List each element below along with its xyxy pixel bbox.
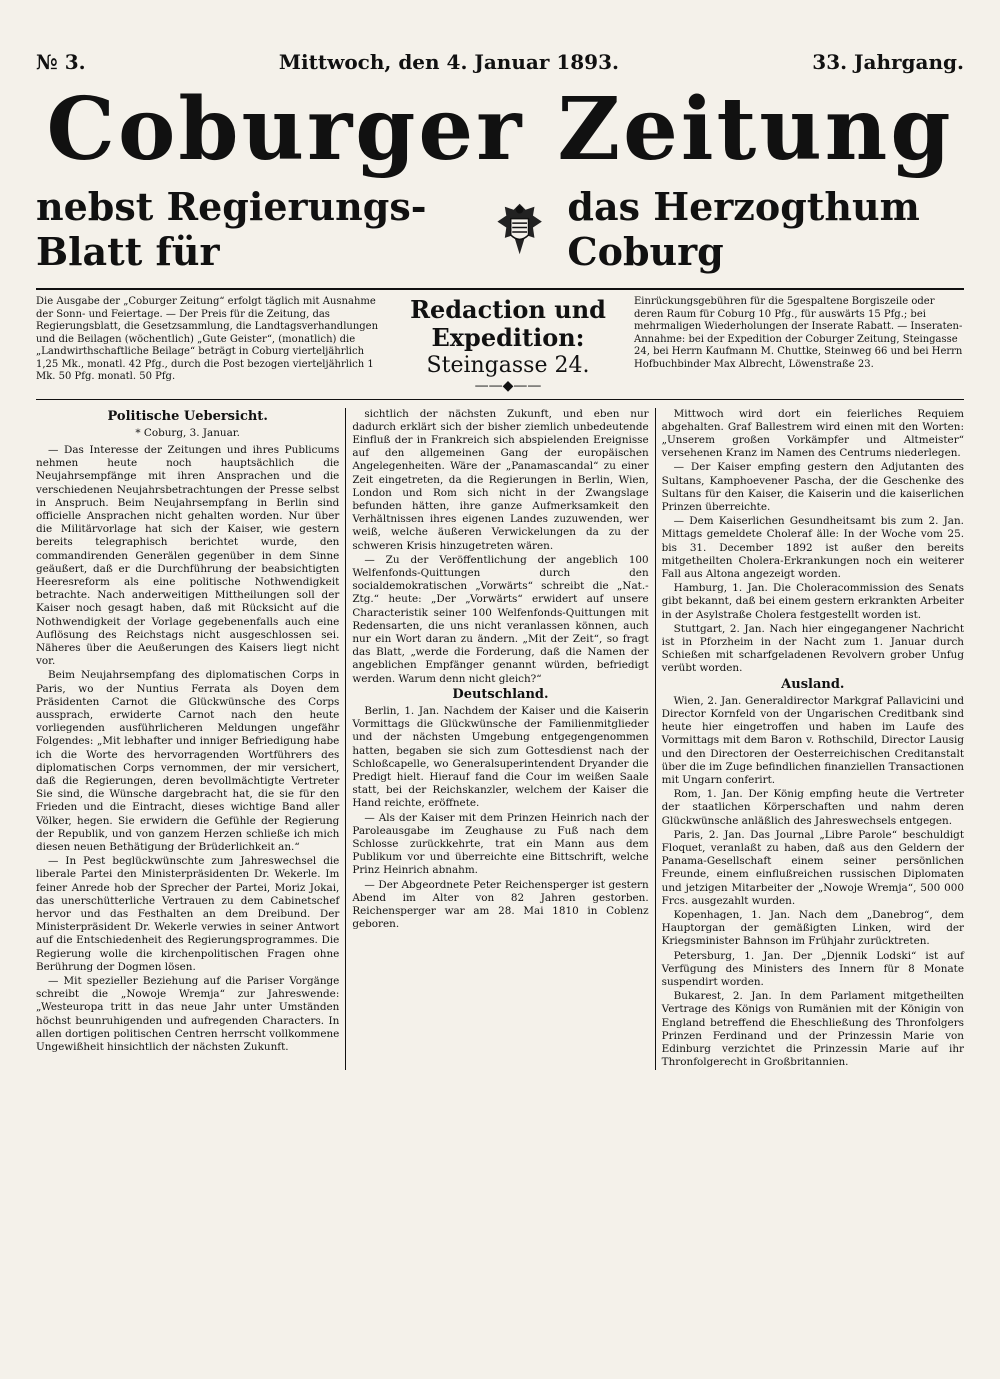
ornament-divider: ——◆——: [474, 378, 542, 394]
paragraph: Paris, 2. Jan. Das Journal „Libre Parole“ beschuldigt Floquet, veranlaßt zu haben, daß aus den Geldern der Panama-Gesellschaft einem seiner persönlichen Freunde, einem einflußreichen russischen Diplomaten und jetzigen Mitarbeiter der „Nowoje Wremja“, 500 000 Frcs. ausgezahlt wurden.: [661, 828, 964, 907]
column-3: [655, 408, 964, 1071]
section-heading: Ausland.: [781, 676, 845, 692]
subtitle-right: das Herzogthum Coburg: [567, 184, 920, 274]
issue-number: № 3.: [36, 50, 86, 74]
paragraph: Wien, 2. Jan. Generaldirector Markgraf Pallavicini und Director Kornfeld von der Ungarischen Creditbank sind heute hier eingetroffen und haben im Laufe des Vormittags mit dem Baron v. Rothschild, Director Lausig und den Directoren der Oesterreichischen Creditanstalt über die im Zuge befindlichen finanziellen Transactionen mit Ungarn conferirt.: [661, 694, 964, 786]
paragraph: — Als der Kaiser mit dem Prinzen Heinrich nach der Paroleausgabe im Zeughause zu Fuß nach dem Schlosse zurückkehrte, trat ein Mann aus dem Publikum vor und überreichte eine Bittschrift, welche Prinz Heinrich abnahm.: [352, 811, 649, 877]
paragraph: Rom, 1. Jan. Der König empfing heute die Vertreter der staatlichen Körperschaften und nahm deren Glückwünsche anläßlich des Jahreswechsels entgegen.: [661, 788, 964, 827]
paragraph: Beim Neujahrsempfang des diplomatischen Corps in Paris, wo der Nuntius Ferrata als Doyen dem Präsidenten Carnot die Glückwünsche des Corps aussprach, erwiderte Carnot nach den heute vorliegenden ausführlicheren Meldungen ungefähr Folgendes: „Mit lebhafter und inniger Befriedigung habe ich die Worte des hervorragenden Wortführers des diplomatischen Corps vernommen, der mir versichert, daß die Regierungen, deren bevollmächtigte Vertreter Sie sind, die Wünsche dargebracht hat, die sie für den Frieden und die Eintracht, dieses wichtige Band aller Völker, hegen. Sie erwidern die Gefühle der Regierung der Republik, und von ganzem Herzen schließe ich mich diesen neuen Bethätigung der Brüderlichkeit an.“: [36, 669, 340, 853]
column-1: [36, 408, 345, 1071]
issue-date: Mittwoch, den 4. Januar 1893.: [278, 50, 619, 74]
paragraph: Mittwoch wird dort ein feierliches Requiem abgehalten. Graf Ballestrem wird einen mit den Worten: „Unserem großen Vorkämpfer und Altmeister“ versehenen Kranz im Namen des Centrums niederlegen.: [661, 407, 964, 460]
coat-of-arms-icon: [490, 190, 549, 268]
paragraph: Kopenhagen, 1. Jan. Nach dem „Danebrog“, dem Hauptorgan der gemäßigten Linken, wird der Kriegsminister Bahnson im Frühjahr zurücktreten.: [661, 909, 964, 948]
editorial-office: [394, 296, 622, 393]
header-line: [36, 50, 964, 74]
column-2: [345, 408, 654, 1071]
header-rule: [36, 288, 964, 290]
paragraph: — Der Abgeordnete Peter Reichensperger ist gestern Abend im Alter von 82 Jahren gestorben. Reichensperger war am 28. Mai 1810 in Coblenz geboren.: [352, 878, 649, 931]
paragraph: Hamburg, 1. Jan. Die Choleracommission des Senats gibt bekannt, daß bei einem gestern erkrankten Arbeiter in der Asylstraße Cholera festgestellt worden ist.: [661, 582, 964, 621]
paragraph: Stuttgart, 2. Jan. Nach hier eingegangener Nachricht ist in Pforzheim in der Nacht zum 1. Januar durch Schießen mit scharfgeladenen Revolvern grober Unfug verübt worden.: [661, 622, 964, 675]
band-rule: [36, 399, 964, 400]
article-columns: [36, 408, 964, 1071]
paragraph: — Der Kaiser empfing gestern den Adjutanten des Sultans, Kamphoevener Pascha, der die Geschenke des Sultans für den Kaiser, die Kaiserin und die kaiserlichen Prinzen überreichte.: [661, 461, 964, 513]
dateline: * Coburg, 3. Januar.: [135, 426, 240, 439]
paragraph: Petersburg, 1. Jan. Der „Djennik Lodski“ ist auf Verfügung des Ministers des Innern für 8 Monate suspendirt worden.: [661, 949, 964, 989]
info-band: [36, 296, 964, 393]
masthead-subtitle: [36, 184, 964, 274]
advertising-info: Einrückungsgebühren für die 5gespaltene Borgiszeile oder deren Raum für Coburg 10 Pfg., für auswärts 15 Pfg.; bei mehrmaligen Wiederholungen der Inserate Rabatt. — Inseraten-Annahme: bei der Expedition der Coburger Zeitung, Steingasse 24, bei Herrn Kaufmann M. Chuttke, Steinweg 66 und bei Herrn Hofbuchbinder Max Albrecht, Löwenstraße 23.: [634, 296, 963, 370]
paragraph: — Das Interesse der Zeitungen und ihres Publicums nehmen heute noch hauptsächlich die Neujahrsempfänge mit ihren Ansprachen und die verschiedenen Neujahrsbetrachtungen der Presse selbst in Anspruch. Beim Neujahrsempfang in Berlin sind officielle Ansprachen nicht gehalten worden. Nur über die Militärvorlage hat sich der Kaiser, wie gestern bereits telegraphisch berichtet wurde, den commandirenden Generälen gegenüber in dem Sinne geäußert, daß er die Durchführung der beabsichtigten Heeresreform als eine politische Nothwendigkeit betrachte. Nach anderweitigen Mittheilungen soll der Kaiser noch gesagt haben, daß mit Rücksicht auf die Nothwendigkeit der Vorlage gegebenenfalls auch eine Auflösung des Reichstags nicht ausgeschlossen sei. Näheres über die Aeußerungen des Kaisers liegt nicht vor.: [36, 443, 340, 668]
volume-number: 33. Jahrgang.: [812, 50, 964, 74]
subtitle-left: nebst Regierungs-Blatt für: [36, 184, 427, 274]
paragraph: Berlin, 1. Jan. Nachdem der Kaiser und die Kaiserin Vormittags die Glückwünsche der Familienmitglieder und der nächsten Umgebung entgegengenommen hatten, begaben sie sich zum Gottesdienst nach der Schloßcapelle, wo Generalsuperintendent Dryander die Predigt hielt. Hierauf fand die Cour im weißen Saale statt, bei der Reichskanzler, welchem der Kaiser die Hand reichte, eröffnete.: [352, 704, 649, 810]
redaction-title: Redaction und Expedition:: [410, 295, 606, 352]
paragraph: Bukarest, 2. Jan. In dem Parlament mitgetheilten Vertrage des Königs von Rumänien mit der Königin von England betreffend die Eheschließung des Thronfolgers Prinzen Ferdinand und der Prinzessin Marie von Edinburg verzichtet die Prinzessin Marie auf ihr Thronfolgerecht in Großbritannien.: [661, 990, 964, 1069]
paragraph: — Zu der Veröffentlichung der angeblich 100 Welfenfonds-Quittungen durch den socialdemokratischen „Vorwärts“ schreibt die „Nat.-Ztg.“ heute: „Der „Vorwärts“ erwidert auf unsere Characteristik seiner 100 Welfenfonds-Quittungen mit Redensarten, die uns nicht veranlassen können, auch nur ein Wort daran zu ändern. „Mit der Zeit“, so fragt das Blatt, „werde die Forderung, daß die Namen der angeblichen Empfänger genannt würden, befriedigt werden. Warum denn nicht gleich?“: [352, 553, 649, 685]
section-heading: Deutschland.: [452, 686, 549, 702]
masthead-title: Coburger Zeitung: [46, 79, 954, 180]
section-heading: Politische Uebersicht.: [107, 408, 268, 424]
subscription-info: Die Ausgabe der „Coburger Zeitung“ erfolgt täglich mit Ausnahme der Sonn- und Feiertage. — Der Preis für die Zeitung, das Regierungsblatt, die Gesetzsammlung, die Landtagsverhandlungen und die Beilagen (wöchentlich) „Gute Geister“, (monatlich) die „Landwirthschaftliche Beilage“ beträgt in Coburg vierteljährlich 1,25 Mk., monatl. 42 Pfg., durch die Post bezogen vierteljährlich 1 Mk. 50 Pfg. monatl. 50 Pfg.: [36, 296, 379, 382]
paragraph: — Dem Kaiserlichen Gesundheitsamt bis zum 2. Jan. Mittags gemeldete Choleraf älle: In der Woche vom 25. bis 31. December 1892 ist außer den bereits mitgetheilten Cholera-Erkrankungen noch ein weiterer Fall aus Altona angezeigt worden.: [661, 515, 964, 580]
office-address: Steingasse 24.: [426, 353, 590, 378]
paragraph: sichtlich der nächsten Zukunft, und eben nur dadurch erklärt sich der bisher ziemlich unbedeutende Einfluß der in Frankreich sich abspielenden Ereignisse auf den allgemeinen Gang der europäischen Angelegenheiten. Wäre der „Panamascandal“ zu einer Zeit eingetreten, da die Regierungen in Berlin, Wien, London und Rom sich nicht in der Zwangslage befunden hätten, ihre ganze Aufmerksamkeit den Verhältnissen ihres eigenen Landes zuzuwenden, wer weiß, welche äußeren Verwickelungen da zu der schweren Krisis hinzugetreten wären.: [352, 407, 649, 552]
paragraph: — Mit spezieller Beziehung auf die Pariser Vorgänge schreibt die „Nowoje Wremja“ zur Jahreswende: „Westeuropa tritt in das neue Jahr unter Umständen höchst beunruhigenden und aufregenden Characters. In allen dortigen politischen Centren herrscht vollkommene Ungewißheit hinsichtlich der nächsten Zukunft.: [36, 975, 340, 1054]
paragraph: — In Pest beglückwünschte zum Jahreswechsel die liberale Partei den Ministerpräsidenten Dr. Wekerle. Im feiner Anrede hob der Sprecher der Partei, Moriz Jokai, das unerschütterliche Vertrauen zu dem Cabinetschef hervor und das Festhalten an dem Dreibund. Der Ministerpräsident Dr. Wekerle verwies in seiner Antwort auf die Entschiedenheit des Regierungsprogrammes. Die Regierung wolle die kirchenpolitischen Fragen ohne Berührung der Dogmen lösen.: [36, 855, 340, 973]
